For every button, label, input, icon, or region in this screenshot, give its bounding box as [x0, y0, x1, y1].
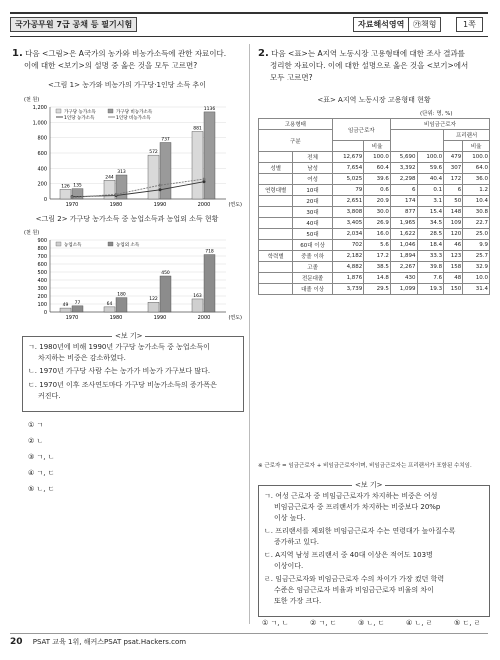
table-cell: 7,654: [332, 163, 364, 174]
data-label: 718: [205, 249, 214, 255]
table-cell: 3,405: [332, 218, 364, 229]
table-subgroup-cell: 고졸: [293, 262, 332, 273]
table-cell: 172: [444, 174, 463, 185]
question-1-choice-2[interactable]: ② ㄴ: [28, 437, 44, 445]
table-cell: 17.2: [364, 251, 391, 262]
table-group-cell: [259, 174, 293, 185]
table-row: [259, 251, 490, 262]
x-tick-label: 1990: [153, 202, 167, 208]
table-cell: 39.8: [417, 262, 444, 273]
data-label: 450: [161, 271, 170, 276]
table-cell: 79: [332, 185, 364, 196]
table-subgroup-cell: 전체: [293, 152, 332, 163]
data-label: 244: [105, 175, 114, 181]
table-cell: 50: [444, 196, 463, 207]
question-2-number: 2.: [258, 48, 269, 59]
data-label: 64: [106, 301, 113, 307]
bar: [116, 298, 127, 312]
table-cell: 18.4: [417, 240, 444, 251]
table-cell: 10.4: [463, 196, 490, 207]
table-cell: 479: [444, 152, 463, 163]
legend-label: 가구당 농가소득: [64, 110, 96, 115]
table-cell: 2,651: [332, 196, 364, 207]
data-label: 49: [62, 303, 69, 309]
table-row: [259, 240, 490, 251]
question-1-choice-3[interactable]: ③ ㄱ, ㄴ: [28, 453, 55, 461]
question-1-bogi-item: ㄱ. 1980년에 비해 1990년 가구당 농가소득 중 농업소득이 차지하는 비중은 감소하였다.: [28, 343, 210, 362]
question-1-text-line: 다음 <그림>은 A국가의 농가와 비농가소득에 관한 자료이다.: [25, 49, 227, 58]
y-unit-label: (천 원): [24, 97, 40, 103]
question-1-bogi-item: ㄷ. 1970년 이후 조사연도마다 가구당 비농가소득의 증가폭은 커진다.: [28, 381, 217, 400]
table-cell: 36.0: [463, 174, 490, 185]
question-2-choice-2[interactable]: ② ㄱ, ㄷ: [310, 619, 337, 627]
question-1-choice-5[interactable]: ⑤ ㄴ, ㄷ: [28, 485, 55, 493]
table-cell: 1,965: [390, 218, 417, 229]
y-tick-label: 500: [37, 270, 47, 276]
table-header-type: 고용형태: [259, 119, 333, 130]
table-cell: 2,298: [390, 174, 417, 185]
table-group-cell: 연령대별: [259, 185, 293, 196]
y-tick-label: 400: [37, 166, 47, 173]
table-cell: 48: [444, 273, 463, 284]
question-2-stem: 2. 다음 <표>는 A지역 노동시장 고용형태에 대한 조사 결과를 정리한 자료이다. 이에 대한 설명으로 옳은 것을 <보기>에서 모두 고르면?: [258, 48, 469, 82]
table-cell: 702: [332, 240, 364, 251]
question-1-bogi-title: <보 기>: [112, 331, 145, 341]
table-cell: 1,622: [390, 229, 417, 240]
table-cell: 5,690: [390, 152, 417, 163]
series-point: [159, 188, 162, 191]
legend-swatch: [56, 109, 61, 113]
table-cell: 64.0: [463, 163, 490, 174]
table-cell: 30.0: [364, 207, 391, 218]
question-1-choice-4[interactable]: ④ ㄱ, ㄷ: [28, 469, 55, 477]
legend-label: 1인당 농가소득: [64, 116, 95, 121]
table-subgroup-cell: 20대: [293, 196, 332, 207]
legend-swatch: [108, 242, 113, 246]
page-label: 1쪽: [456, 17, 483, 32]
table-row: [259, 174, 490, 185]
series-point: [203, 180, 206, 183]
x-tick-label: 1980: [109, 202, 123, 208]
x-tick-label: 1980: [109, 315, 123, 321]
table-cell: 46: [444, 240, 463, 251]
bar: [60, 308, 71, 312]
y-tick-label: 0: [43, 310, 47, 316]
table-cell: 877: [390, 207, 417, 218]
y-tick-label: 800: [37, 135, 47, 142]
bar: [148, 155, 159, 199]
legend-swatch: [56, 242, 61, 246]
table-cell: 1,046: [390, 240, 417, 251]
table-cell: 6: [444, 185, 463, 196]
table-cell: 174: [390, 196, 417, 207]
bar: [72, 306, 83, 312]
legend-label: 1인당 비농가소득: [116, 116, 151, 121]
x-tick-label: 2000: [197, 315, 211, 321]
data-label: 572: [149, 150, 158, 156]
y-tick-label: 100: [37, 302, 47, 308]
y-tick-label: 600: [37, 262, 47, 268]
x-unit-label: (연도): [228, 202, 242, 208]
table-cell: 9.9: [463, 240, 490, 251]
table-header-ratio: 비율: [463, 141, 490, 152]
chart-2-caption: <그림 2> 가구당 농가소득 중 농업소득과 농업외 소득 현황: [35, 215, 219, 223]
y-tick-label: 700: [37, 254, 47, 260]
y-unit-label: (천 원): [24, 230, 40, 236]
table-subgroup-cell: 여성: [293, 174, 332, 185]
table-cell: 307: [444, 163, 463, 174]
table-cell: 29.5: [364, 284, 391, 295]
question-1-stem: [12, 48, 242, 72]
data-label: 1136: [203, 106, 216, 112]
table-cell: 30.8: [463, 207, 490, 218]
table-subgroup-cell: 중졸 이하: [293, 251, 332, 262]
table-group-cell: [259, 196, 293, 207]
table-cell: 22.7: [463, 218, 490, 229]
x-tick-label: 1990: [153, 315, 167, 321]
y-tick-label: 400: [37, 278, 47, 284]
question-2-choice-3[interactable]: ③ ㄴ, ㄷ: [358, 619, 385, 627]
page-number: 20: [10, 637, 23, 647]
table-cell: 4,882: [332, 262, 364, 273]
table-cell: 26.9: [364, 218, 391, 229]
table-row: [259, 196, 490, 207]
x-tick-label: 1970: [65, 202, 79, 208]
table-subgroup-cell: 전문대졸: [293, 273, 332, 284]
x-tick-label: 1970: [65, 315, 79, 321]
question-1-choice-1[interactable]: ① ㄱ: [28, 421, 44, 429]
question-2-bogi-item: ㄱ. 여성 근로자 중 비임금근로자가 차지하는 비중은 여성 비임금근로자 중 프리랜서가 차지하는 비중보다 20%p 이상 높다.: [264, 492, 441, 522]
table-row: [259, 218, 490, 229]
table-subgroup-cell: 60대 이상: [293, 240, 332, 251]
x-tick-label: 2000: [197, 202, 211, 208]
table-cell: 150: [444, 284, 463, 295]
table-group-cell: 학력별: [259, 251, 293, 262]
table-cell: 1,876: [332, 273, 364, 284]
bar: [204, 112, 215, 199]
bar: [160, 142, 171, 199]
table-group-cell: [259, 218, 293, 229]
series-point: [115, 193, 118, 196]
question-2-bogi-item: ㄴ. 프리랜서를 제외한 비임금근로자 수는 연령대가 높아질수록 증가하고 있다.: [264, 527, 456, 546]
table-group-cell: [259, 229, 293, 240]
y-tick-label: 200: [37, 181, 47, 188]
table-cell: 38.5: [364, 262, 391, 273]
y-tick-label: 900: [37, 238, 47, 244]
page-footer: [10, 633, 488, 647]
booklet-type: ㉮책형: [408, 17, 441, 32]
table-cell: 100.0: [364, 152, 391, 163]
table-row: [259, 273, 490, 284]
table-cell: 100.0: [463, 152, 490, 163]
table-cell: 16.0: [364, 229, 391, 240]
legend-label: 가구당 비농가소득: [116, 110, 153, 115]
table-unit: (단위: 명, %): [420, 111, 453, 117]
table-subgroup-cell: 30대: [293, 207, 332, 218]
section-label: 자료해석영역: [353, 17, 409, 32]
table-row: [259, 152, 490, 163]
table-subgroup-cell: 10대: [293, 185, 332, 196]
table-row: [259, 163, 490, 174]
series-point: [71, 196, 74, 199]
question-2-bogi-title: <보 기>: [352, 480, 385, 490]
question-2-choice-1[interactable]: ① ㄱ, ㄴ: [262, 619, 289, 627]
table-row: [259, 284, 490, 295]
exam-title: 국가공무원 7급 공채 등 필기시험: [10, 17, 137, 32]
table-cell: 1.2: [463, 185, 490, 196]
table-cell: 430: [390, 273, 417, 284]
table-header-regular: 임금근로자: [332, 119, 390, 141]
table-cell: 25.0: [463, 229, 490, 240]
question-2-bogi-item: ㄹ. 임금근로자와 비임금근로자 수의 차이가 가장 컸던 학력 수준은 임금근로자 비율과 비임금근로자 비율의 차이 또한 가장 크다.: [264, 575, 445, 605]
question-1-text-line: 이에 대한 <보기>의 설명 중 옳은 것을 모두 고르면?: [24, 61, 198, 70]
table-cell: 40.4: [417, 174, 444, 185]
y-tick-label: 800: [37, 246, 47, 252]
table-cell: 25.7: [463, 251, 490, 262]
table-cell: 14.8: [364, 273, 391, 284]
table-cell: 0.1: [417, 185, 444, 196]
data-label: 135: [73, 183, 82, 189]
table-row: [259, 185, 490, 196]
chart-1-caption: <그림 1> 농가와 비농가의 가구당·1인당 소득 추이: [48, 81, 206, 89]
table-group-cell: [259, 262, 293, 273]
chart-1: [22, 93, 244, 213]
table-cell: 148: [444, 207, 463, 218]
table-cell: 3,392: [390, 163, 417, 174]
data-label: 77: [74, 300, 81, 306]
table-group-cell: [259, 284, 293, 295]
table-cell: 19.3: [417, 284, 444, 295]
table-subgroup-cell: 남성: [293, 163, 332, 174]
table-cell: 6: [390, 185, 417, 196]
table-cell: 12,679: [332, 152, 364, 163]
table-subgroup-cell: 50대: [293, 229, 332, 240]
table-note: ※ 근로자 = 임금근로자 + 비임금근로자이며, 비임금근로자는 프리랜서가 포함된 수치임.: [258, 463, 472, 469]
table-cell: 7.6: [417, 273, 444, 284]
y-tick-label: 1,200: [32, 105, 47, 111]
table-cell: 15.4: [417, 207, 444, 218]
table-cell: 20.9: [364, 196, 391, 207]
table-cell: 1,894: [390, 251, 417, 262]
bar: [192, 131, 203, 199]
bar: [192, 299, 203, 312]
table-cell: 28.5: [417, 229, 444, 240]
table-cell: 120: [444, 229, 463, 240]
table-header-free: 프리랜서: [444, 130, 490, 141]
table-cell: 60.4: [364, 163, 391, 174]
data-label: 313: [117, 170, 126, 176]
table-group-cell: [259, 207, 293, 218]
bar: [104, 307, 115, 312]
table-cell: 2,034: [332, 229, 364, 240]
table-header-ratio: 비율: [364, 141, 391, 152]
y-tick-label: 1,000: [32, 120, 47, 127]
chart-2: [22, 226, 244, 326]
table-row: [259, 229, 490, 240]
table-cell: 109: [444, 218, 463, 229]
y-tick-label: 300: [37, 286, 47, 292]
data-label: 163: [193, 293, 202, 299]
table-cell: 100.0: [417, 152, 444, 163]
table-group-cell: 성별: [259, 163, 293, 174]
table-cell: 34.5: [417, 218, 444, 229]
question-1-bogi-item: ㄴ. 1970년 가구당 사람 수는 농가가 비농가 가구보다 많다.: [28, 367, 211, 375]
table-cell: 3.1: [417, 196, 444, 207]
y-tick-label: 200: [37, 294, 47, 300]
column-divider: [249, 44, 250, 624]
table-row: [259, 207, 490, 218]
bar: [148, 302, 159, 312]
bar: [204, 255, 215, 312]
table-header-irregular: 비임금근로자: [390, 119, 489, 130]
table-cell: 10.0: [463, 273, 490, 284]
data-label: 881: [193, 126, 202, 132]
table-cell: 2,182: [332, 251, 364, 262]
data-label: 180: [117, 292, 126, 298]
table-subgroup-cell: 대졸 이상: [293, 284, 332, 295]
table-cell: 59.6: [417, 163, 444, 174]
series-point: [159, 184, 162, 187]
footer-text: PSAT 교육 1위, 해커스PSAT psat.Hackers.com: [32, 638, 187, 646]
table-subgroup-cell: 40대: [293, 218, 332, 229]
question-2-bogi-item: ㄷ. A지역 남성 프리랜서 중 40대 이상은 적어도 103명 이상이다.: [264, 551, 433, 570]
table-caption: <표> A지역 노동시장 고용형태 현황: [317, 96, 431, 104]
question-1-number: 1.: [12, 48, 23, 59]
exam-header: [10, 12, 488, 37]
table-cell: 3,739: [332, 284, 364, 295]
table-cell: 5.6: [364, 240, 391, 251]
series-point: [203, 178, 206, 181]
bar: [60, 189, 71, 199]
legend-label: 농업소득: [64, 243, 82, 248]
data-label: 737: [161, 137, 170, 143]
table-cell: 39.6: [364, 174, 391, 185]
table-cell: 0.6: [364, 185, 391, 196]
bar: [160, 276, 171, 312]
y-tick-label: 0: [43, 197, 47, 203]
table-cell: 5,025: [332, 174, 364, 185]
table-cell: 33.3: [417, 251, 444, 262]
table-cell: 32.9: [463, 262, 490, 273]
series-line: [72, 182, 204, 197]
table-group-cell: [259, 240, 293, 251]
table-cell: 3,808: [332, 207, 364, 218]
series-line: [72, 179, 204, 197]
data-label: 126: [61, 184, 70, 190]
table-cell: 123: [444, 251, 463, 262]
table-group-cell: [259, 152, 293, 163]
x-unit-label: (연도): [228, 315, 242, 321]
legend-label: 농업외 소득: [116, 243, 140, 248]
employment-table: [258, 118, 490, 295]
question-2-choice-5[interactable]: ⑤ ㄷ, ㄹ: [454, 619, 481, 627]
table-row: [259, 262, 490, 273]
table-cell: 31.4: [463, 284, 490, 295]
table-cell: 158: [444, 262, 463, 273]
table-header-group: 구분: [259, 130, 333, 152]
question-2-choice-4[interactable]: ④ ㄴ, ㄹ: [406, 619, 433, 627]
table-cell: 1,099: [390, 284, 417, 295]
y-tick-label: 600: [37, 151, 47, 157]
table-cell: 2,267: [390, 262, 417, 273]
table-group-cell: [259, 273, 293, 284]
data-label: 122: [149, 297, 158, 303]
legend-swatch: [108, 109, 113, 113]
